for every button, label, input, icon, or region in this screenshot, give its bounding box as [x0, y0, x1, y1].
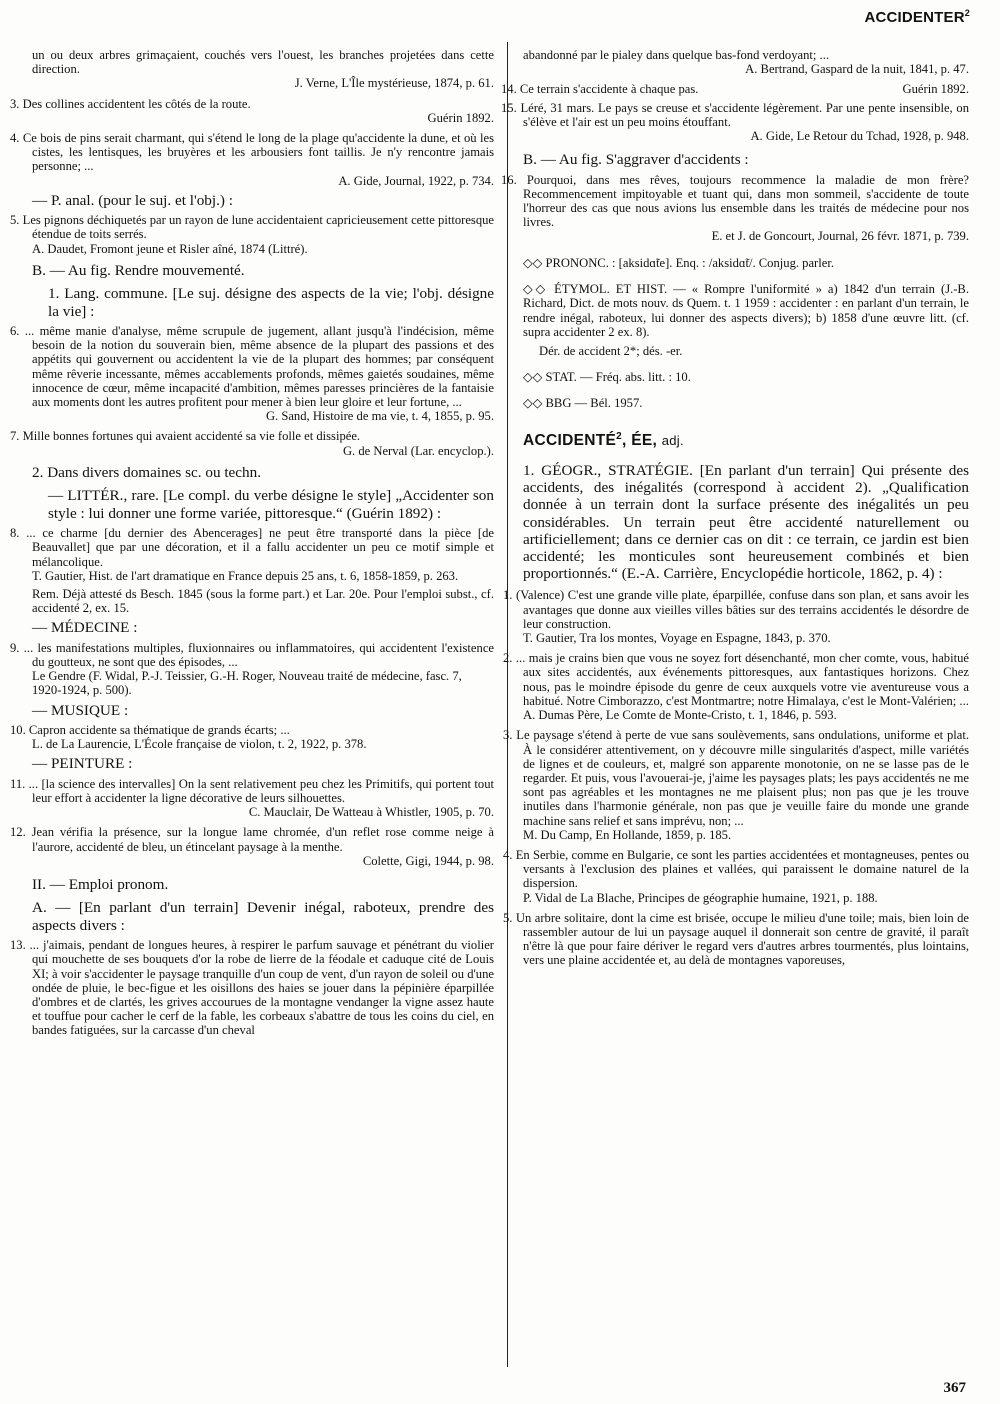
- example-10: 10. Capron accidente sa thématique de grands écarts; ...: [10, 722, 290, 737]
- example-source: A. Gide, Journal, 1922, p. 734.: [338, 173, 494, 188]
- section-heading: II. — Emploi pronom.: [32, 875, 169, 893]
- example-r3: 3. Le paysage s'étend à perte de vue sans soulèvements, sans ondulations, uniforme et plat. À le considérer attentivement, on y découvre mille singularités d'aspect, mille variétés de lignes et de couleurs, et, malgré son apparente monotonie, on ne se lasse pas de le regarder. Et puis, vous l'avouerai-je, j'aime les paysages plats; les pays accidentés ne me sont pas agréables et les montagnes ne me plaisent plus; non pas que je les trouve inutiles dans l'harmonie générale, non pas que je veuille faire du monde une grande machine sans relief et sans imprévu, non; ...: [503, 728, 969, 828]
- sense-heading: B. — Au fig. Rendre mouvementé.: [32, 261, 245, 279]
- example-source: C. Mauclair, De Watteau à Whistler, 1905, p. 70.: [248, 805, 494, 820]
- remark: Rem. Déjà attesté ds Besch. 1845 (sous la forme part.) et Lar. 20e. Pour l'emploi subst., cf. accidenté 2, ex. 15.: [32, 586, 494, 616]
- sense-heading: B. — Au fig. S'aggraver d'accidents :: [523, 151, 749, 169]
- example-12: 12. Jean vérifia la présence, sur la longue lame chromée, d'un reflet rose comme neige à l'aurore, accidenté de bleu, un étincelant paysage à la menthe.: [10, 825, 494, 854]
- example-r5: 5. Un arbre solitaire, dont la cime est brisée, occupe le milieu d'une toile; mais, bien loin de rassembler autour de lui un paysage auquel il donnerait son centre de gravité, il paraît n'être là que pour faire dériver le regard vers d'autres arbres tourmentés, plus lointains, vers une plaine accidentée et, au delà de montagnes vaporeuses,: [503, 910, 969, 968]
- example-source: A. Daudet, Fromont jeune et Risler aîné, 1874 (Littré).: [32, 241, 308, 256]
- example-9: 9. ... les manifestations multiples, fluxionnaires ou inflammatoires, qui accidentent l'existence du goutteux, ne sont que des épisodes, ...: [10, 640, 494, 669]
- example-source: T. Gautier, Tra los montes, Voyage en Espagne, 1843, p. 370.: [523, 631, 831, 646]
- derivation: Dér. de accident 2*; dés. -er.: [539, 343, 683, 358]
- entry-headword: ACCIDENTÉ$^2$, ÉE, adj.: [523, 430, 684, 450]
- example-source: G. Sand, Histoire de ma vie, t. 4, 1855, p. 95.: [265, 409, 494, 424]
- page-number: 367: [943, 1380, 966, 1396]
- example-6: 6. ... même manie d'analyse, même scrupule de jugement, allant jusqu'à l'indécision, même besoin de la notion du souverain bien, même absence de la plupart des passions et des appétits qui gouvernent ou accidentent la vie de la plupart des hommes; par conséquent même rêverie incessante, mêmes accablements profonds, mêmes gaietés soudaines, même innocence de cœur, même incapacité d'ambition, mêmes paresses princières de la fantaisie aux moments dont les autres profitent pour mener à bien leur gloire et leur fortune, ...: [10, 324, 494, 410]
- example-source: L. de La Laurencie, L'École française de violon, t. 2, 1922, p. 378.: [32, 737, 367, 752]
- left-column: [10, 48, 494, 1038]
- example-source: T. Gautier, Hist. de l'art dramatique en France depuis 25 ans, t. 6, 1858-1859, p. 263.: [32, 568, 459, 583]
- example-7: 7. Mille bonnes fortunes qui avaient accidenté sa vie folle et dissipée.: [10, 429, 361, 444]
- example-r1: 1. (Valence) C'est une grande ville plate, éparpillée, confuse dans son plan, et sans avoir les avantages que donne aux vieilles villes bâties sur des terrains accidentés le désordre de leur construction.: [503, 588, 969, 631]
- right-column: [501, 48, 969, 968]
- definition: 1. GÉOGR., STRATÉGIE. [En parlant d'un terrain] Qui présente des accidents, des inégalités (correspond à accident 2). „Qualification donnée à un terrain dont la surface présente des inégalités un peu considérables. Un terrain peut être accidenté naturellement ou artificiellement; dans ce dernier cas on dit : ce terrain, ce jardin est bien accidenté; les monticules sont heureusement combinés et bien proportionnés.“ (E.-A. Carrière, Encyclopédie horticole, 1862, p. 4) :: [523, 462, 969, 583]
- example-15: 15. Léré, 31 mars. Le pays se creuse et s'accidente légèrement. Par une pente insensible, on s'élève et l'air est un peu moins étouffant.: [501, 100, 969, 129]
- example-4: 4. Ce bois de pins serait charmant, qui s'étend le long de la plage qu'accidente la dune, et où les cistes, les lentisques, les bruyères et les arbousiers font taillis. Je n'y rencontre jamais personne; ...: [10, 131, 494, 174]
- example-source: Colette, Gigi, 1944, p. 98.: [362, 853, 494, 868]
- domain-heading: — PEINTURE :: [32, 755, 133, 773]
- domain-heading: — MUSIQUE :: [32, 701, 129, 719]
- example-r2: 2. ... mais je crains bien que vous ne soyez fort désenchanté, mon cher comte, vous, habitué aux sites accidentés, aux événements pittoresques, aux fantastiques horizons. Chez nous, pas le moindre épisode du genre de ceux auxquels votre vie aventureuse vous a habitué. Notre Cimborazzo, c'est Montmartre; notre Himalaya, c'est le Mont-Valérien; ...: [503, 651, 969, 708]
- example-16: 16. Pourquoi, dans mes rêves, toujours recommence la maladie de mon frère? Recommencement impitoyable et tuant qui, dans mon sommeil, s'accidente de toute l'horreur des cas que nous avions lus ensemble dans les traités de médecine pour nos livres.: [501, 172, 969, 230]
- etymology: ◇◇ ÉTYMOL. ET HIST. — « Rompre l'uniformité » a) 1842 d'un terrain (J.-B. Richard, Dict. de mots nouv. ds Quem. t. 1 1959 : accidenter : en parlant d'un terrain, le rendre inégal, raboteux, lui donner des aspects divers); b) 1858 d'une œuvre litt. (cf. supra accidenter 2 ex. 8).: [523, 282, 969, 340]
- example-source: Le Gendre (F. Widal, P.-J. Teissier, G.-H. Roger, Nouveau traité de médecine, fasc. 7, 1920-1924, p. 500).: [32, 669, 462, 698]
- bibliography: ◇◇ BBG — Bél. 1957.: [523, 396, 643, 411]
- pronunciation: ◇◇ PRONONC. : [aksidɑ̃te]. Enq. : /aksidɑ̃t/. Conjug. parler.: [523, 255, 834, 270]
- example-source: J. Verne, L'Île mystérieuse, 1874, p. 61.: [294, 76, 494, 91]
- sense-heading: 1. Lang. commune. [Le suj. désigne des aspects de la vie; l'obj. désigne la vie] :: [48, 285, 494, 320]
- sense-heading: — LITTÉR., rare. [Le compl. du verbe désigne le style] „Accidenter son style : lui donner une forme variée, pittoresque.“ (Guérin 1892) :: [48, 487, 494, 522]
- example-11: 11. ... [la science des intervalles] On la sent relativement peu chez les Primitifs, qui portent tout leur effort à accidenter la ligne décorative de leurs silhouettes.: [10, 776, 494, 805]
- example-source: P. Vidal de La Blache, Principes de géographie humaine, 1921, p. 188.: [523, 890, 878, 905]
- column-divider: [507, 42, 508, 1367]
- example-14: 14. Ce terrain s'accidente à chaque pas. Guérin 1892.: [501, 82, 969, 97]
- example-source: A. Bertrand, Gaspard de la nuit, 1841, p. 47.: [745, 62, 969, 77]
- example-source: A. Gide, Le Retour du Tchad, 1928, p. 948.: [750, 129, 969, 144]
- running-head: ACCIDENTER$^2$: [864, 8, 970, 26]
- example-source: Guérin 1892.: [427, 110, 494, 125]
- statistics: ◇◇ STAT. — Fréq. abs. litt. : 10.: [523, 370, 691, 385]
- example-source: E. et J. de Goncourt, Journal, 26 févr. 1871, p. 739.: [711, 229, 969, 244]
- example-8: 8. ... ce charme [du dernier des Abencerages] ne peut être transporté dans la pièce [de Beauvallet] que par une décoration, et il a fallu accidenter un peu ce motif simple et mélancolique.: [10, 526, 494, 569]
- sense-heading: 2. Dans divers domaines sc. ou techn.: [32, 463, 262, 481]
- domain-heading: — MÉDECINE :: [32, 619, 138, 637]
- example-continued: un ou deux arbres grimaçaient, couchés vers l'ouest, les branches projetées dans cette direction.: [32, 48, 494, 77]
- example-3: 3. Des collines accidentent les côtés de la route.: [10, 96, 251, 111]
- sense-heading: A. — [En parlant d'un terrain] Devenir inégal, raboteux, prendre des aspects divers :: [32, 899, 494, 934]
- example-13-continued: abandonné par le pialey dans quelque bas-fond verdoyant; ...: [523, 48, 829, 62]
- example-source: A. Dumas Père, Le Comte de Monte-Cristo, t. 1, 1846, p. 593.: [523, 708, 837, 723]
- example-5: 5. Les pignons déchiquetés par un rayon de lune accidentaient capricieusement cette pittoresque étendue de toits serrés.: [10, 213, 494, 242]
- example-source: G. de Nerval (Lar. encyclop.).: [342, 443, 494, 458]
- sense-heading: — P. anal. (pour le suj. et l'obj.) :: [32, 191, 233, 209]
- example-source: M. Du Camp, En Hollande, 1859, p. 185.: [523, 827, 732, 842]
- example-13: 13. ... j'aimais, pendant de longues heures, à respirer le parfum sauvage et pénétrant du violier qui mouchette de ses bouquets d'or la robe de lierre de la féodale et caduque cité de Louis XI; à voir s'accidenter le paysage tranquille d'un coup de vent, d'un rayon de soleil ou d'une ondée de pluie, le bec-figue et les oisillons des haies se jouer dans la pépinière éparpillée d'ombres et de clartés, les grives accourues de la montagne vendanger la vigne assez haute et touffue pour cacher le cerf de la fable, les corbeaux s'abattre de tous les coins du ciel, en bandes fatiguées, sur la carcasse d'un cheval: [10, 938, 494, 1038]
- example-r4: 4. En Serbie, comme en Bulgarie, ce sont les parties accidentées et montagneuses, pentes ou versants à l'exclusion des plaines et vallées, qui paraissent le domaine naturel de la dispersion.: [503, 847, 969, 891]
